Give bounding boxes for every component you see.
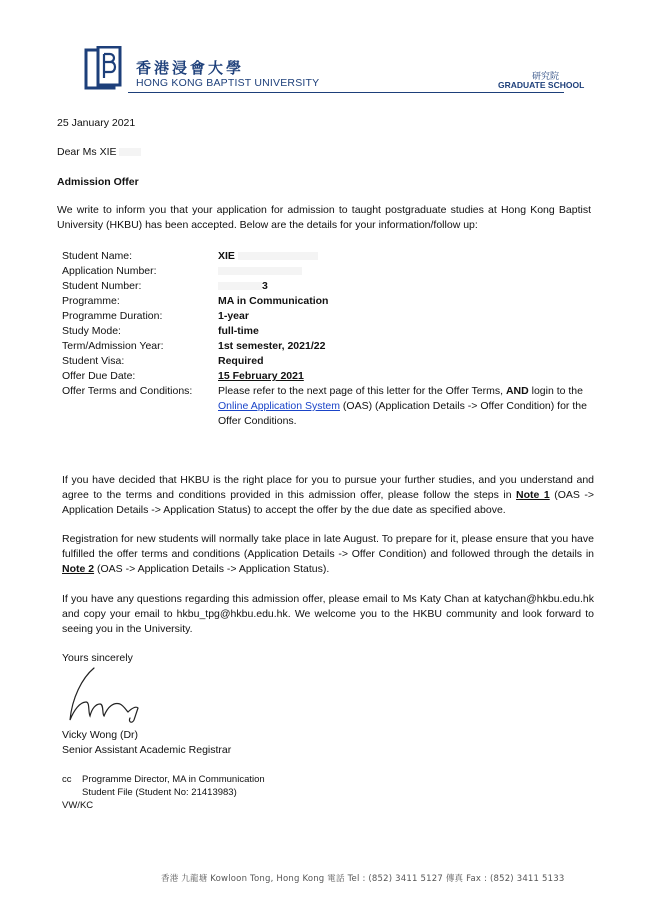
- note-1-reference: Note 1: [516, 489, 550, 501]
- intro-paragraph: We write to inform you that your application for admission to taught postgraduate studies at Hong Kong Baptist University (HKBU) has been accepted. Below are the details for your information/follow up:: [57, 204, 591, 231]
- programme-value: MA in Communication: [218, 295, 329, 307]
- terms-value: [218, 384, 594, 429]
- detail-label: Term/Admission Year:: [62, 340, 164, 352]
- registration-paragraph: [62, 532, 594, 577]
- student-number-value: 3: [262, 280, 268, 292]
- paragraph-text: (OAS -> Application Details -> Application Status) to accept the offer by the due date as specified above.: [62, 489, 594, 516]
- detail-label: Student Name:: [62, 250, 133, 262]
- detail-label: Offer Due Date:: [62, 370, 136, 382]
- redacted-value: [238, 252, 318, 260]
- cc-recipient: Programme Director, MA in Communication: [82, 774, 265, 785]
- detail-label: Student Visa:: [62, 355, 125, 367]
- letter-date: 25 January 2021: [57, 117, 136, 129]
- acceptance-paragraph: [62, 473, 594, 518]
- university-name-english: HONG KONG BAPTIST UNIVERSITY: [136, 77, 320, 89]
- signature-image: [64, 662, 144, 726]
- duration-value: 1-year: [218, 310, 249, 322]
- detail-row-student-number: [62, 279, 594, 294]
- detail-label: Application Number:: [62, 265, 157, 277]
- contact-paragraph: If you have any questions regarding this admission offer, please email to Ms Katy Chan at katychan@hkbu.edu.hk and copy your email to hkbu_tpg@hkbu.edu.hk. We welcome you to the HKBU community and look forward to seeing you in the University.: [62, 593, 594, 635]
- terms-text: (OAS) (Application Details -> Offer Condition) for the Offer Conditions.: [218, 400, 587, 427]
- signer-title: Senior Assistant Academic Registrar: [62, 744, 232, 756]
- paragraph-text: Registration for new students will normally take place in late August. To prepare for it, please ensure that you have fulfilled the offer terms and conditions (Application Details -> Offer Condition) and followed through the details in: [62, 533, 594, 560]
- reference-initials: VW/KC: [62, 800, 94, 811]
- salutation-text: Dear Ms XIE: [57, 146, 117, 158]
- sign-off: Yours sincerely: [62, 652, 133, 664]
- detail-row-duration: [62, 309, 594, 324]
- terms-text: Please refer to the next page of this letter for the Offer Terms,: [218, 385, 506, 397]
- detail-label: Study Mode:: [62, 325, 121, 337]
- cc-label: cc: [62, 774, 72, 785]
- header-divider: [128, 92, 564, 93]
- cc-row: [62, 773, 265, 786]
- graduate-school-chinese: 研究院: [532, 72, 560, 82]
- graduate-school-english: GRADUATE SCHOOL: [498, 80, 585, 90]
- detail-label: Programme:: [62, 295, 120, 307]
- detail-label: Offer Terms and Conditions:: [62, 385, 193, 397]
- signer-name: Vicky Wong (Dr): [62, 729, 139, 741]
- detail-value: [218, 264, 594, 279]
- redacted-name: [119, 148, 141, 156]
- detail-row-student-name: [62, 249, 594, 264]
- cc-spacer: [62, 786, 82, 799]
- salutation: [57, 145, 141, 160]
- terms-and: AND: [505, 385, 529, 397]
- paragraph-text: If you have decided that HKBU is the right place for you to pursue your further studies, and you understand and agree to the terms and conditions provided in this admission offer, please follow the steps in: [62, 474, 594, 501]
- cc-recipient: Student File (Student No: 21413983): [82, 787, 237, 798]
- terms-text: login to the: [528, 385, 583, 397]
- cc-row: [62, 786, 265, 799]
- detail-row-visa: [62, 354, 594, 369]
- detail-row-term: [62, 339, 594, 354]
- footer-contact: 香港 九龍塘 Kowloon Tong, Hong Kong 電話 Tel : (852) 3411 5127 傳真 Fax : (852) 3411 5133: [161, 874, 565, 884]
- detail-label: Student Number:: [62, 280, 142, 292]
- due-date-value: 15 February 2021: [218, 370, 304, 382]
- detail-row-terms: [62, 384, 594, 429]
- detail-row-due-date: [62, 369, 594, 384]
- hkbu-logo-icon: [84, 46, 128, 92]
- online-application-system-link[interactable]: Online Application System: [218, 400, 340, 412]
- letter-subject: Admission Offer: [57, 176, 139, 188]
- redacted-value: [218, 267, 302, 275]
- paragraph-text: (OAS -> Application Details -> Application Status).: [94, 563, 330, 575]
- term-value: 1st semester, 2021/22: [218, 340, 326, 352]
- offer-details-table: [62, 249, 594, 429]
- detail-label: Programme Duration:: [62, 310, 163, 322]
- study-mode-value: full-time: [218, 325, 259, 337]
- detail-row-programme: [62, 294, 594, 309]
- note-2-reference: Note 2: [62, 563, 95, 575]
- redacted-value: [218, 282, 262, 290]
- detail-row-study-mode: [62, 324, 594, 339]
- visa-value: Required: [218, 355, 264, 367]
- detail-value: [218, 249, 594, 264]
- student-name-value: XIE: [218, 250, 235, 262]
- detail-row-application-number: [62, 264, 594, 279]
- cc-block: [62, 773, 265, 799]
- detail-value: [218, 279, 594, 294]
- university-name-chinese: 香港浸會大學: [136, 59, 245, 77]
